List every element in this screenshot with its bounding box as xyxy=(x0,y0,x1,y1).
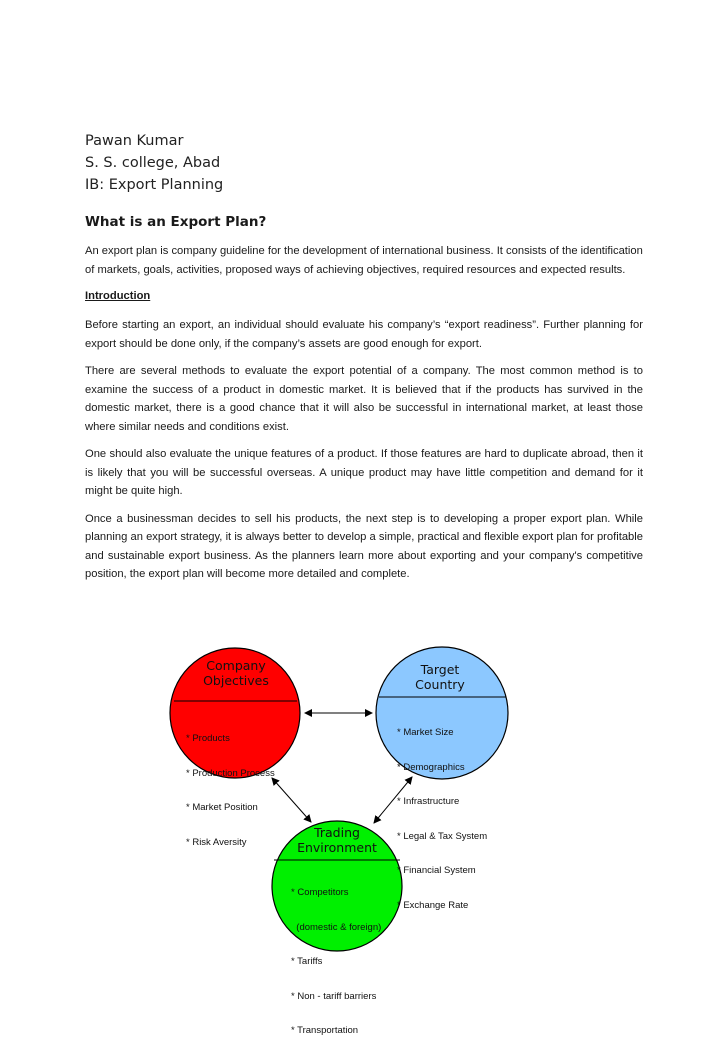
target-title-line2: Country xyxy=(415,677,465,692)
company-title-line1: Company xyxy=(206,658,266,673)
list-item: * Products xyxy=(186,733,230,744)
author-block xyxy=(85,130,643,196)
list-item: * Demographics xyxy=(397,761,465,773)
list-item: * Exchange Rate xyxy=(397,899,469,911)
trading-title-line1: Trading xyxy=(314,825,360,840)
list-item: * Infrastructure xyxy=(397,796,460,807)
company-bullets xyxy=(186,710,275,871)
target-bullets xyxy=(397,704,487,934)
author-name: Pawan Kumar xyxy=(85,133,184,149)
target-title xyxy=(382,662,498,692)
author-college: S. S. college, Abad xyxy=(85,155,221,171)
list-item: * Risk Aversity xyxy=(186,836,247,848)
list-item: * Market Size xyxy=(397,727,454,738)
list-item: (domestic & foreign) xyxy=(291,921,382,933)
trading-title xyxy=(278,825,396,855)
list-item: * Competitors xyxy=(291,887,349,898)
arrow-company-trading xyxy=(272,778,311,822)
document-body xyxy=(85,130,643,593)
export-plan-diagram xyxy=(160,636,520,1036)
introduction-heading: Introduction xyxy=(85,290,151,302)
body-paragraph: One should also evaluate the unique features of a product. If those features are hard to duplicate abroad, then it is likely that you will be successful overseas. A unique product may have little competition and demand for it might be quite high. xyxy=(85,448,643,497)
list-item: * Non - tariff barriers xyxy=(291,990,377,1002)
list-item: * Financial System xyxy=(397,865,476,876)
list-item: * Transportation xyxy=(291,1025,359,1036)
company-title xyxy=(178,658,294,688)
body-paragraph: Before starting an export, an individual should evaluate his company’s “export readiness”. Further planning for export should be done only, if the company’s assets are good enough for export. xyxy=(85,319,643,350)
target-title-line1: Target xyxy=(420,662,460,677)
list-item: * Legal & Tax System xyxy=(397,830,488,842)
document-subject: IB: Export Planning xyxy=(85,177,224,193)
list-item: * Tariffs xyxy=(291,956,323,967)
list-item: * Market Position xyxy=(186,802,258,813)
company-title-line2: Objectives xyxy=(203,673,269,688)
definition-paragraph: An export plan is company guideline for the development of international business. It consists of the identification of markets, goals, activities, proposed ways of achieving objectives, required resources and expected results. xyxy=(85,245,643,276)
trading-bullets xyxy=(291,864,381,1060)
body-paragraph: There are several methods to evaluate the export potential of a company. The most common method is to examine the success of a product in domestic market. It is believed that if the products has survived in the domestic market, there is a good chance that it will also be successful in international market, at least those where similar needs and conditions exist. xyxy=(85,365,643,433)
trading-title-line2: Environment xyxy=(297,840,377,855)
list-item: * Production Process xyxy=(186,767,275,779)
section-heading: What is an Export Plan? xyxy=(85,214,267,230)
body-paragraph: Once a businessman decides to sell his products, the next step is to developing a proper export plan. While planning an export strategy, it is always better to develop a simple, practical and flexible export plan for profitable and sustainable export business. As the planners learn more about exporting and your company's competitive position, the export plan will become more detailed and complete. xyxy=(85,512,643,580)
